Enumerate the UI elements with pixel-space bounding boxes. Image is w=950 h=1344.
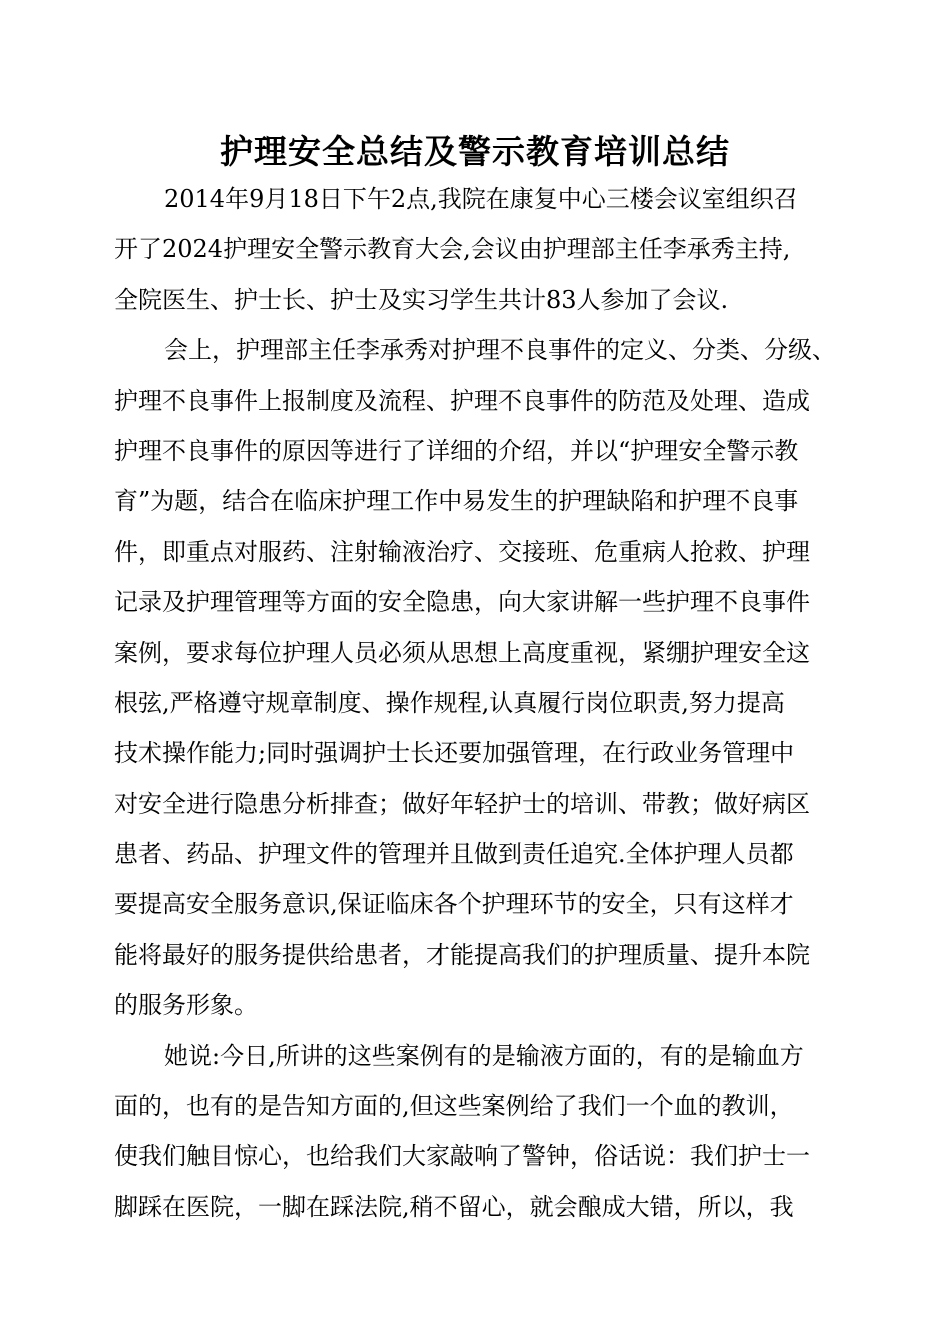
text-line: 的服务形象。 <box>114 991 258 1020</box>
text-line: 护理不良事件的原因等进行了详细的介绍，并以“护理安全警示教 <box>114 436 799 465</box>
paragraph-3 <box>114 1031 864 1233</box>
document-body <box>114 174 864 1232</box>
text-line: 技术操作能力;同时强调护士长还要加强管理，在行政业务管理中 <box>114 739 795 768</box>
text-line: 要提高安全服务意识,保证临床各个护理环节的安全，只有这样才 <box>114 890 794 919</box>
text-line: 全院医生、护士长、护士及实习学生共计83人参加了会议. <box>114 285 729 314</box>
document-title: 护理安全总结及警示教育培训总结 <box>220 132 730 171</box>
text-line: 根弦,严格遵守规章制度、操作规程,认真履行岗位职责,努力提高 <box>114 688 785 717</box>
text-line: 她说:今日,所讲的这些案例有的是输液方面的，有的是输血方 <box>164 1041 804 1070</box>
text-line: 能将最好的服务提供给患者，才能提高我们的护理质量、提升本院 <box>114 940 810 969</box>
text-line: 面的，也有的是告知方面的,但这些案例给了我们一个血的教训， <box>114 1092 794 1121</box>
text-line: 件，即重点对服药、注射输液治疗、交接班、危重病人抢救、护理 <box>114 537 810 566</box>
text-line: 记录及护理管理等方面的安全隐患，向大家讲解一些护理不良事件 <box>114 588 810 617</box>
paragraph-2 <box>114 325 864 1030</box>
text-line: 患者、药品、护理文件的管理并且做到责任追究.全体护理人员都 <box>114 840 794 869</box>
text-line: 对安全进行隐患分析排查；做好年轻护士的培训、带教；做好病区 <box>114 789 810 818</box>
text-line: 会上，护理部主任李承秀对护理不良事件的定义、分类、分级、 <box>164 336 836 365</box>
paragraph-1 <box>114 174 864 325</box>
text-line: 脚踩在医院，一脚在踩法院,稍不留心，就会酿成大错，所以，我 <box>114 1192 794 1221</box>
text-line: 2014年9月18日下午2点,我院在康复中心三楼会议室组织召 <box>164 185 798 213</box>
text-line: 开了2024护理安全警示教育大会,会议由护理部主任李承秀主持, <box>114 235 791 264</box>
text-line: 护理不良事件上报制度及流程、护理不良事件的防范及处理、造成 <box>114 386 810 415</box>
text-line: 案例，要求每位护理人员必须从思想上高度重视，紧绷护理安全这 <box>114 638 810 667</box>
text-line: 育”为题，结合在临床护理工作中易发生的护理缺陷和护理不良事 <box>114 487 799 516</box>
text-line: 使我们触目惊心，也给我们大家敲响了警钟，俗话说：我们护士一 <box>114 1142 810 1171</box>
